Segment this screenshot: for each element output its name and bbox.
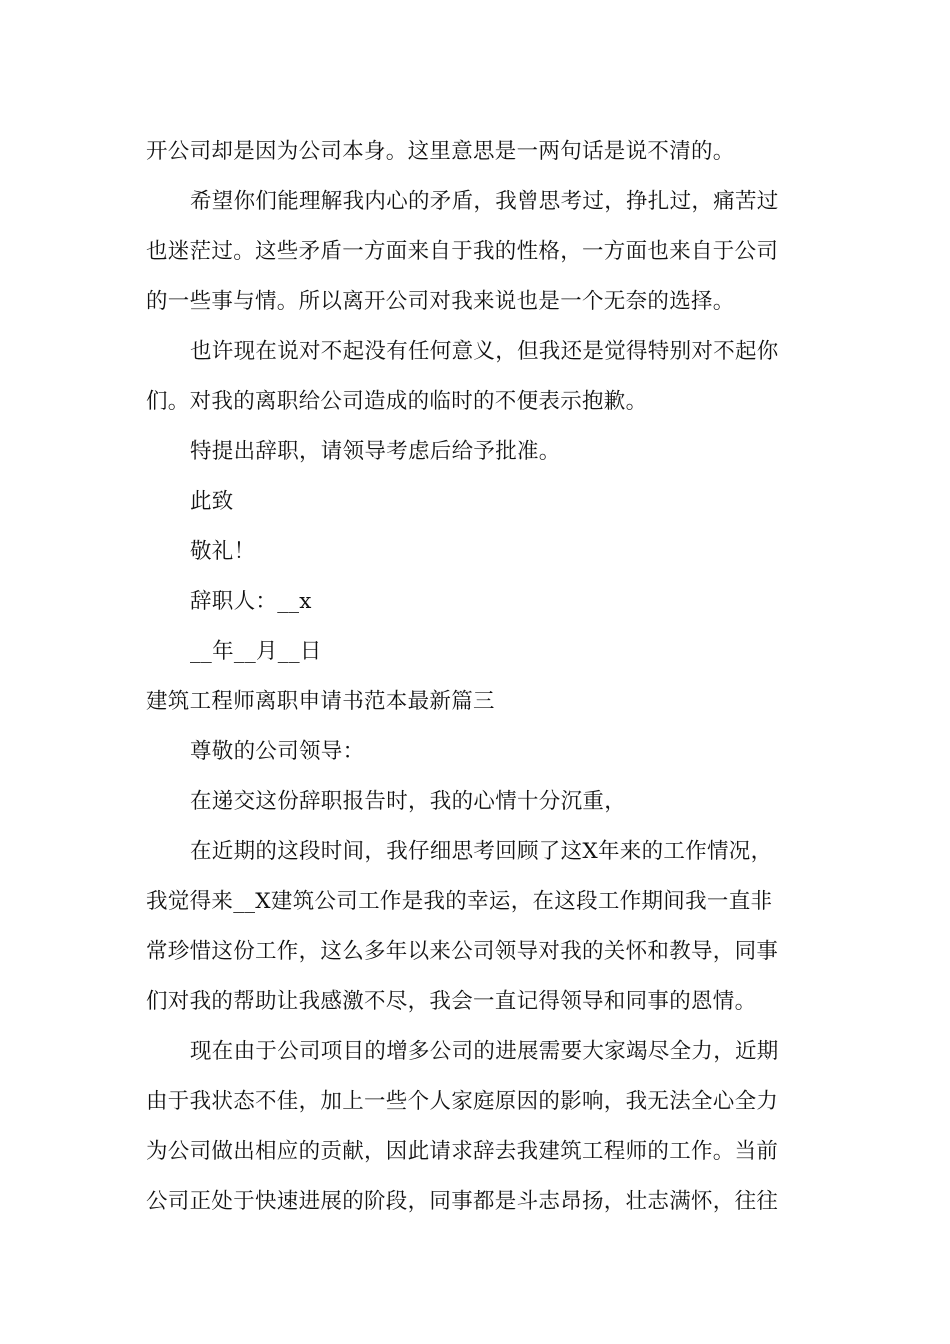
text-line: 我觉得来__X建筑公司工作是我的幸运，在这段工作期间我一直非: [146, 889, 773, 914]
text-line: 的一些事与情。所以离开公司对我来说也是一个无奈的选择。: [146, 289, 735, 314]
text-line: 也迷茫过。这些矛盾一方面来自于我的性格，一方面也来自于公司: [146, 239, 779, 264]
text-line: 们。对我的离职给公司造成的临时的不便表示抱歉。: [146, 389, 648, 414]
paragraph: [146, 427, 811, 477]
text-line: 公司正处于快速进展的阶段，同事都是斗志昂扬，壮志满怀，往往: [146, 1189, 779, 1214]
text-line: 在递交这份辞职报告时，我的心情十分沉重，: [190, 789, 627, 814]
text-line: 们对我的帮助让我感激不尽，我会一直记得领导和同事的恩情。: [146, 989, 757, 1014]
text-line: 特提出辞职，请领导考虑后给予批准。: [190, 439, 561, 464]
text-line: 尊敬的公司领导：: [190, 739, 365, 764]
text-line: __年__月__日: [190, 639, 322, 664]
text-line: 在近期的这段时间，我仔细思考回顾了这X年来的工作情况，: [190, 839, 773, 864]
paragraph: [146, 577, 811, 627]
text-line: 现在由于公司项目的增多公司的进展需要大家竭尽全力，近期: [190, 1039, 779, 1064]
paragraph: [146, 677, 811, 727]
text-line: 由于我状态不佳，加上一些个人家庭原因的影响，我无法全心全力: [146, 1089, 779, 1114]
text-line: 敬礼！: [190, 539, 256, 564]
paragraph: [146, 627, 811, 677]
paragraph: [146, 777, 811, 827]
text-line: 开公司却是因为公司本身。这里意思是一两句话是说不清的。: [146, 139, 735, 164]
paragraph: [146, 827, 811, 1027]
paragraph: [146, 327, 811, 427]
paragraph: [146, 127, 811, 177]
document-body: [146, 127, 811, 1227]
text-line: 此致: [190, 489, 234, 514]
paragraph: [146, 477, 811, 527]
text-line: 为公司做出相应的贡献，因此请求辞去我建筑工程师的工作。当前: [146, 1139, 779, 1164]
text-line: 常珍惜这份工作，这么多年以来公司领导对我的关怀和教导，同事: [146, 939, 779, 964]
text-line: 辞职人：__x: [190, 589, 312, 614]
paragraph: [146, 527, 811, 577]
paragraph: [146, 727, 811, 777]
paragraph: [146, 1027, 811, 1227]
text-line: 希望你们能理解我内心的矛盾，我曾思考过，挣扎过，痛苦过: [190, 189, 779, 214]
text-line: 也许现在说对不起没有任何意义，但我还是觉得特别对不起你: [190, 339, 779, 364]
text-line: 建筑工程师离职申请书范本最新篇三: [146, 689, 495, 714]
paragraph: [146, 177, 811, 327]
